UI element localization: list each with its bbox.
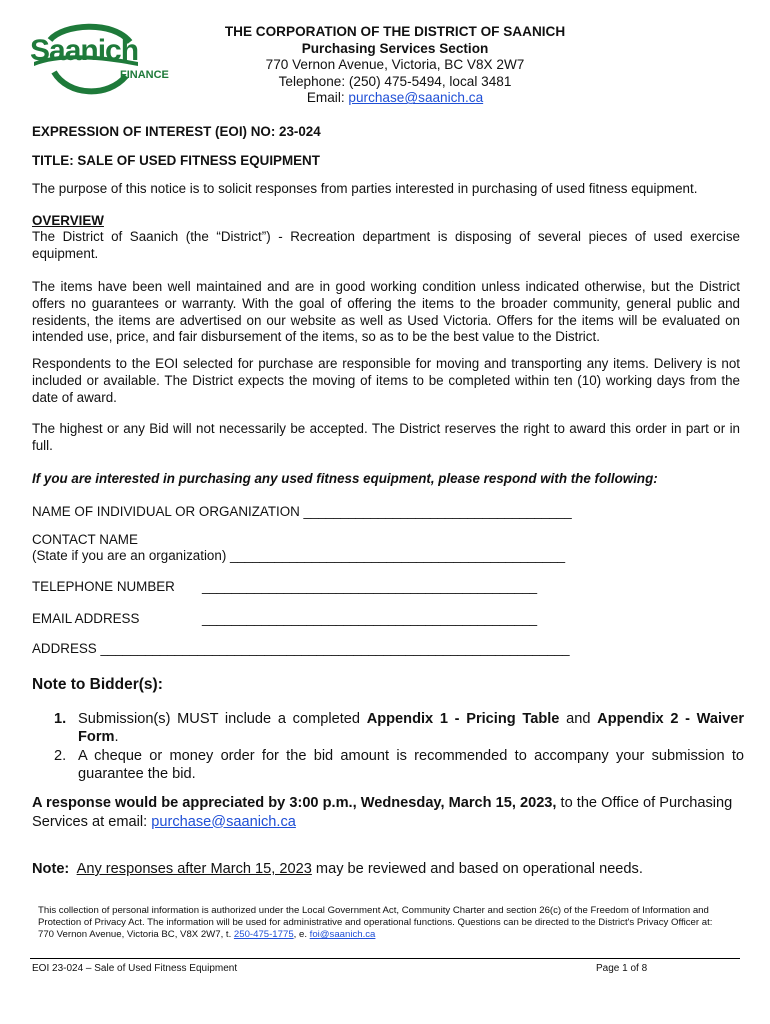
late-response-note (32, 860, 740, 879)
name-field[interactable]: NAME OF INDIVIDUAL OR ORGANIZATION ____________________________________ (32, 504, 572, 519)
saanich-finance-logo (28, 22, 178, 98)
email-label: Email: (306, 90, 345, 106)
item1-text-c: and (559, 711, 598, 727)
privacy-sep: , e. (293, 929, 310, 941)
svg-text:Saanich: Saanich (30, 34, 139, 67)
privacy-email-link[interactable]: foi@saanich.ca (309, 929, 376, 941)
response-email-link[interactable]: purchase@saanich.ca (151, 813, 296, 830)
overview-paragraph-1: The District of Saanich (the “District”) - Recreation department is disposing of several pieces of used exercise equipment. (32, 229, 740, 261)
footer-divider (30, 958, 740, 959)
letterhead (200, 24, 590, 107)
item1-text-a: Submission(s) MUST include a completed (78, 711, 367, 727)
email-line (200, 90, 590, 107)
late-rest: may be reviewed and based on operational needs. (311, 861, 643, 877)
footer-page-number: Page 1 of 8 (596, 963, 648, 974)
overview-paragraph-4: The highest or any Bid will not necessarily be accepted. The District reserves the right to award this order in part or in full. (32, 421, 740, 453)
org-name: THE CORPORATION OF THE DISTRICT OF SAANICH (224, 24, 566, 39)
eoi-number: EXPRESSION OF INTEREST (EOI) NO: 23-024 (32, 124, 321, 139)
purchase-email-link[interactable]: purchase@saanich.ca (348, 90, 484, 106)
appendix-1-ref: Appendix 1 - Pricing Table (366, 711, 560, 727)
contact-name-label: CONTACT NAME (32, 532, 138, 547)
note-to-bidders-heading: Note to Bidder(s): (32, 676, 163, 693)
bidder-notes-list (54, 710, 744, 784)
list-number: 1. (54, 711, 67, 727)
overview-paragraph-3: Respondents to the EOI selected for purchase are responsible for moving and transporting any items. Delivery is not included or available. The District expects the moving of items to be completed within ten (10) working days from the date of award. (32, 356, 740, 405)
list-item-text (78, 710, 744, 747)
telephone: Telephone: (250) 475-5494, local 3481 (278, 73, 512, 89)
note-label: Note: (32, 861, 70, 877)
section-name: Purchasing Services Section (301, 40, 489, 56)
privacy-text: This collection of personal information is authorized under the Local Government Act, Community Charter and section 26(c) of the Freedom of Information and Protection of Privacy Act. The information will be used for administrative and operational functions. Questions can be directed to the District's Privacy Officer at: 770 Vernon Avenue, Victoria BC, V8X 2W7, t. (38, 905, 713, 941)
item1-text-e: . (114, 729, 119, 746)
late-date: Any responses after March 15, 2023 (76, 861, 312, 877)
privacy-phone-link[interactable]: 250-475-1775 (233, 929, 294, 941)
list-item-text: A cheque or money order for the bid amount is recommended to accompany your submission to guarantee the bid. (78, 747, 744, 783)
respond-prompt: If you are interested in purchasing any used fitness equipment, please respond with the following: (32, 471, 658, 486)
contact-name-field[interactable]: (State if you are an organization) _____________________________________________ (32, 548, 566, 563)
overview-paragraph-2: The items have been well maintained and are in good working condition unless indicated otherwise, but the District offers no guarantees or warranty. With the goal of offering the items to the broader community, general public and residents, the items are advertised on our website as well as Used Victoria. Offers for the items will be evaluated on intended use, price, and fair disbursement of the items, so as to be the best value to the District. (32, 279, 740, 345)
list-item (54, 747, 744, 784)
document-title: TITLE: SALE OF USED FITNESS EQUIPMENT (32, 153, 320, 168)
telephone-label: TELEPHONE NUMBER (32, 579, 175, 594)
list-item (54, 710, 744, 747)
address-field[interactable]: ADDRESS _______________________________________________________________ (32, 641, 570, 656)
email-address-label: EMAIL ADDRESS (32, 611, 140, 626)
list-number: 2. (54, 747, 67, 764)
address: 770 Vernon Avenue, Victoria, BC V8X 2W7 (265, 57, 525, 73)
purpose-text: The purpose of this notice is to solicit responses from parties interested in purchasing of used fitness equipment. (32, 181, 698, 196)
email-address-field[interactable]: _____________________________________________ (202, 611, 538, 626)
deadline-rest: to the Office of Purchasing Services at email: (32, 795, 733, 830)
deadline-bold: A response would be appreciated by 3:00 p.m., Wednesday, March 15, 2023, (32, 795, 557, 811)
response-deadline (32, 794, 740, 831)
privacy-notice (38, 905, 728, 942)
appendix-2-ref: Appendix 2 - Waiver Form (78, 711, 745, 746)
overview-heading: OVERVIEW (32, 213, 104, 228)
svg-text:FINANCE: FINANCE (120, 69, 169, 81)
telephone-field[interactable]: _____________________________________________ (202, 579, 538, 594)
footer-doc-name: EOI 23-024 – Sale of Used Fitness Equipment (32, 963, 238, 974)
